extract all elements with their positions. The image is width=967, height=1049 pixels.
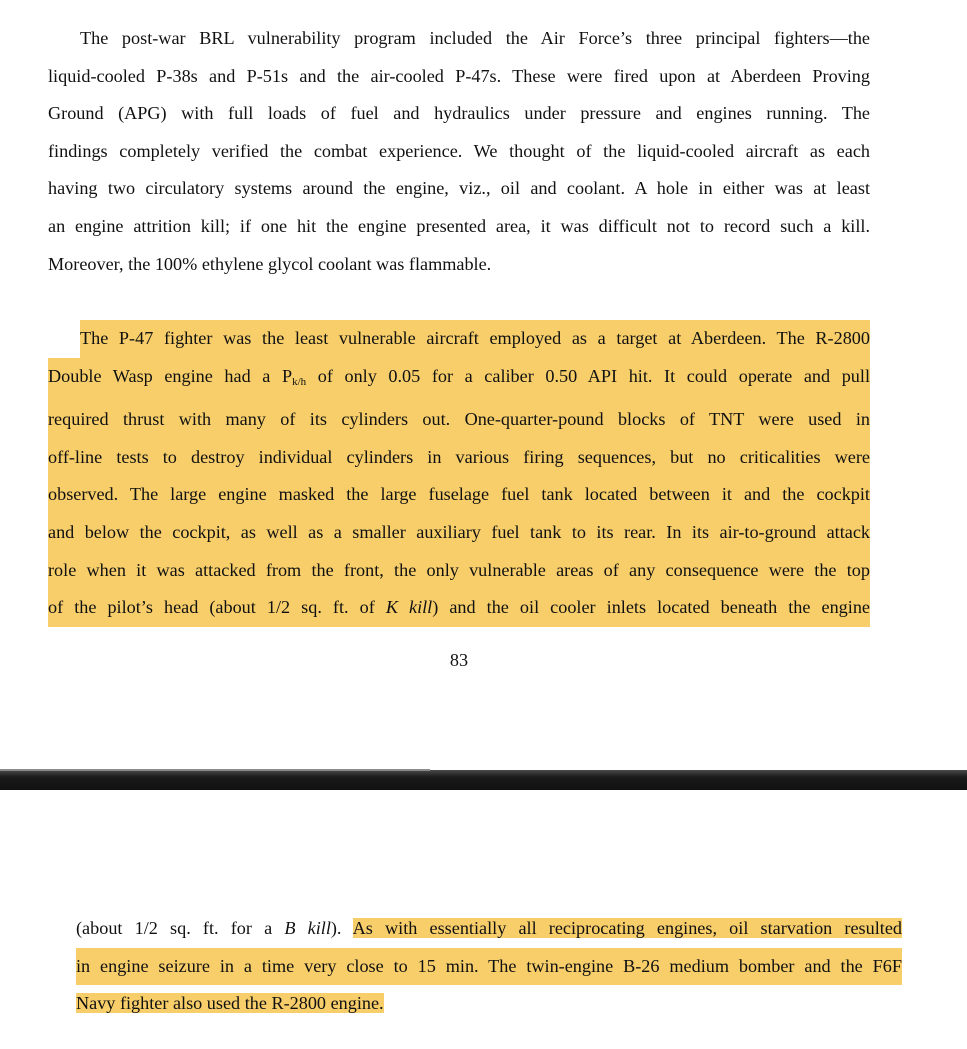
highlighted-line: off-line tests to destroy individual cylinders in various firing sequences, but no criticalities were: [48, 439, 870, 477]
text-line: Ground (APG) with full loads of fuel and hydraulics under pressure and engines running. The: [48, 103, 870, 124]
text-line: an engine attrition kill; if one hit the engine presented area, it was difficult not to record such a kill.: [48, 215, 870, 236]
highlighted-line: required thrust with many of its cylinders out. One-quarter-pound blocks of TNT were used in: [48, 401, 870, 439]
page-number: 83: [449, 650, 469, 670]
highlighted-line: role when it was attacked from the front, the only vulnerable areas of any consequence were the top: [48, 552, 870, 590]
page-divider-edge: [0, 769, 430, 771]
italic-text: K kill: [385, 597, 433, 618]
highlighted-line: [48, 589, 870, 627]
highlighted-line: The P-47 fighter was the least vulnerable aircraft employed as a target at Aberdeen. The R-2800: [80, 320, 870, 358]
text-line: liquid-cooled P-38s and P-51s and the air-cooled P-47s. These were fired upon at Aberdeen Proving: [48, 65, 870, 86]
page-divider: [0, 770, 967, 790]
text-fragment: (about 1/2 sq. ft. for a: [76, 918, 285, 938]
text-fragment: Double Wasp engine had a P: [48, 365, 293, 386]
highlighted-line: and below the cockpit, as well as a smaller auxiliary fuel tank to its rear. In its air-to-ground attack: [48, 514, 870, 552]
paragraph-2-highlighted: [48, 320, 870, 627]
text-fragment: of the pilot’s head (about 1/2 sq. ft. of: [48, 597, 386, 618]
text-line: findings completely verified the combat experience. We thought of the liquid-cooled aircraft as each: [48, 140, 870, 161]
text-fragment: ) and the oil cooler inlets located beneath the engine: [432, 597, 870, 618]
text-fragment: of only 0.05 for a caliber 0.50 API hit. It could operate and pull: [306, 365, 871, 386]
text-line: [76, 910, 902, 948]
subscript: k/h: [292, 375, 307, 388]
highlighted-line: in engine seizure in a time very close to 15 min. The twin-engine B-26 medium bomber and the F6F: [76, 948, 902, 986]
highlighted-line: observed. The large engine masked the large fuselage fuel tank located between it and the cockpit: [48, 476, 870, 514]
text-line: [76, 985, 902, 1023]
text-line: The post-war BRL vulnerability program included the Air Force’s three principal fighters—the: [80, 28, 870, 48]
paragraph-1: [48, 20, 870, 283]
highlighted-line: [48, 358, 870, 402]
text-fragment: ).: [330, 918, 353, 938]
text-line: Moreover, the 100% ethylene glycol coolant was flammable.: [48, 253, 492, 274]
paragraph-3: [76, 910, 902, 1023]
italic-text: B kill: [284, 918, 331, 938]
text-line: having two circulatory systems around the engine, viz., oil and coolant. A hole in either was at least: [48, 178, 870, 199]
highlighted-text: Navy fighter also used the R-2800 engine.: [76, 993, 384, 1014]
highlighted-text: As with essentially all reciprocating engines, oil starvation resulted: [352, 918, 902, 938]
